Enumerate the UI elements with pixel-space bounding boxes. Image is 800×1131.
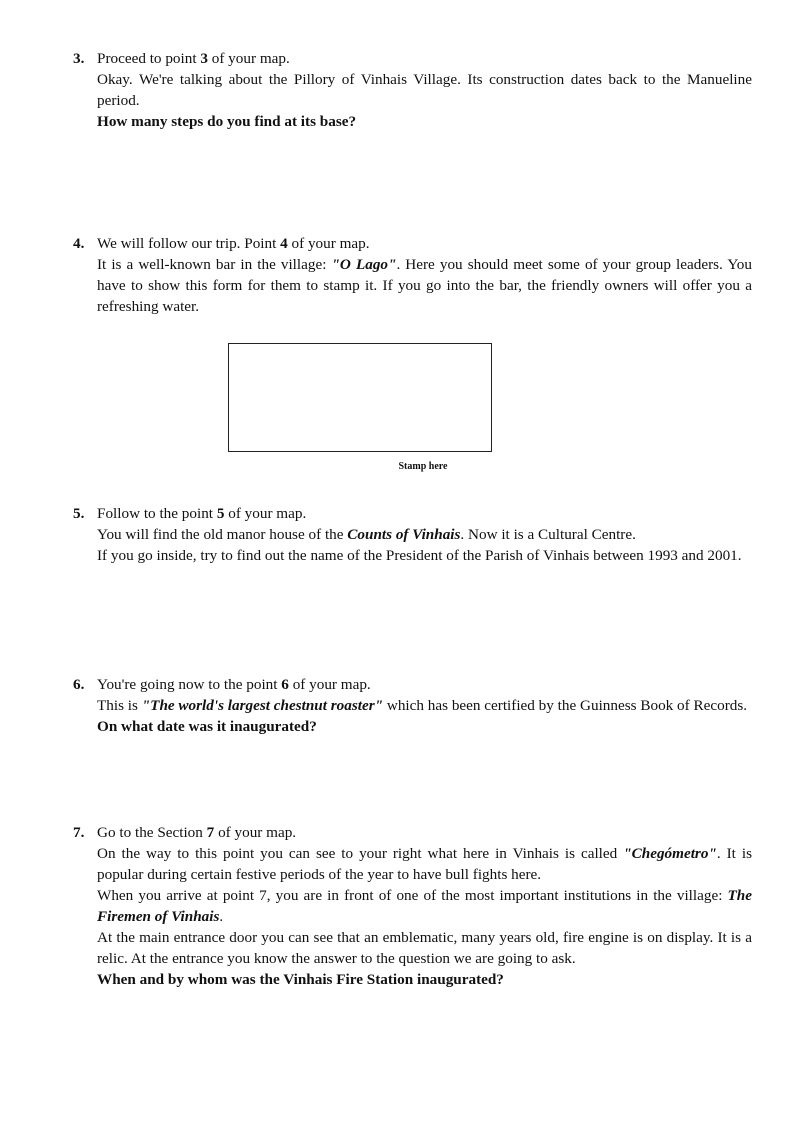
list-item-7 — [73, 822, 752, 990]
item-question: On what date was it inaugurated? — [97, 718, 317, 735]
item-text: You will find the old manor house of the Counts of Vinhais. Now it is a Cultural Centre. — [97, 526, 636, 543]
list-item-6 — [73, 674, 752, 737]
item-heading: We will follow our trip. Point 4 of your map. — [97, 235, 370, 252]
item-question: How many steps do you find at its base? — [97, 113, 357, 130]
item-question: When and by whom was the Vinhais Fire Station inaugurated? — [97, 971, 504, 988]
item-text: This is "The world's largest chestnut roaster" which has been certified by the Guinness Book of Records. — [97, 697, 748, 714]
item-heading: You're going now to the point 6 of your map. — [97, 676, 371, 693]
stamp-label: Stamp here — [398, 461, 448, 472]
item-heading: Proceed to point 3 of your map. — [97, 50, 290, 67]
item-number: 4. — [73, 235, 85, 252]
item-heading: Follow to the point 5 of your map. — [97, 505, 307, 522]
list-item-3 — [73, 48, 752, 132]
item-heading: Go to the Section 7 of your map. — [97, 824, 297, 841]
item-text: If you go inside, try to find out the name of the President of the Parish of Vinhais between 1993 and 2001. — [97, 547, 742, 564]
item-number: 6. — [73, 676, 85, 693]
item-text: Okay. We're talking about the Pillory of Vinhais Village. Its construction dates back to the Manueline period. — [97, 71, 752, 109]
item-number: 3. — [73, 50, 85, 67]
item-text: When you arrive at point 7, you are in front of one of the most important institutions in the village: The Firemen of Vinhais. — [97, 887, 752, 925]
item-text: At the main entrance door you can see that an emblematic, many years old, fire engine is on display. It is a relic. At the entrance you know the answer to the question we are going to ask. — [97, 929, 752, 967]
list-item-5 — [73, 503, 752, 566]
item-text: It is a well-known bar in the village: "O Lago". Here you should meet some of your group leaders. You have to show this form for them to stamp it. If you go into the bar, the friendly owners will offer you a refreshing water. — [97, 256, 752, 315]
item-text: On the way to this point you can see to your right what here in Vinhais is called "Chegómetro". It is popular during certain festive periods of the year to have bull fights here. — [97, 845, 752, 883]
item-number: 7. — [73, 824, 85, 841]
list-item-4 — [73, 233, 752, 317]
stamp-box — [228, 343, 492, 452]
item-number: 5. — [73, 505, 85, 522]
